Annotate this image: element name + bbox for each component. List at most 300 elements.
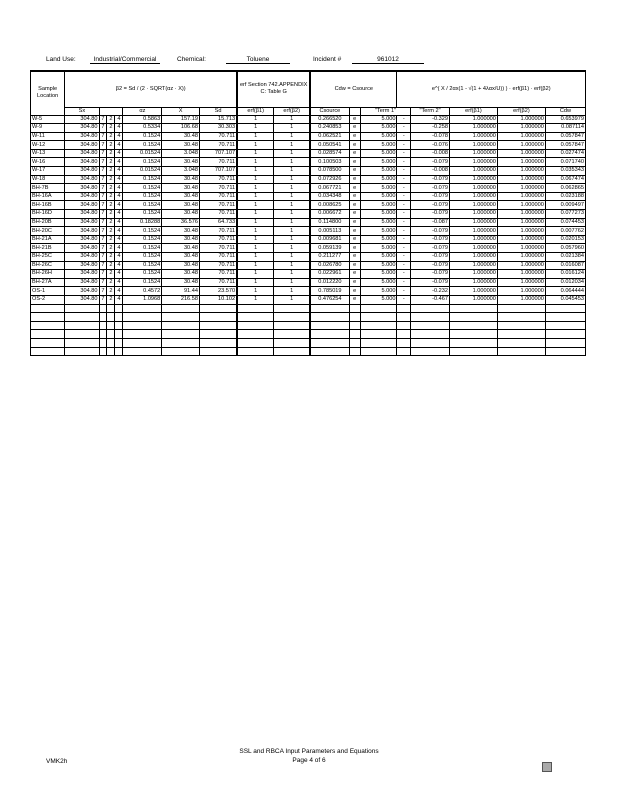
table-cell: W-13 <box>31 149 65 158</box>
table-cell: 0.1524 <box>123 261 162 270</box>
cdw-formula-header: Cdw = Csource <box>310 71 397 107</box>
table-cell: 0.211277 <box>310 253 349 262</box>
table-cell: 304.80 <box>65 253 99 262</box>
table-cell: 1.000000 <box>449 235 497 244</box>
table-cell: -0.087 <box>411 218 450 227</box>
table-cell: -0.329 <box>411 115 450 124</box>
table-cell: 5.000 <box>360 244 397 253</box>
table-cell: 0.009497 <box>545 201 585 210</box>
table-cell: 1 <box>274 227 311 236</box>
table-cell: e <box>349 244 360 253</box>
table-cell: 304.80 <box>65 192 99 201</box>
table-cell: 70.711 <box>199 132 237 141</box>
table-cell: 70.711 <box>199 235 237 244</box>
table-cell: 30.48 <box>162 184 200 193</box>
table-cell: 1.000000 <box>497 141 545 150</box>
table-cell: e <box>349 270 360 279</box>
table-cell: 23.570 <box>199 287 237 296</box>
table-cell: 0.012220 <box>310 278 349 287</box>
table-cell: 1.000000 <box>497 149 545 158</box>
table-cell: e <box>349 210 360 219</box>
table-cell: 1.000000 <box>449 132 497 141</box>
table-cell: 30.48 <box>162 278 200 287</box>
table-cell: 5.000 <box>360 132 397 141</box>
table-cell: 5.000 <box>360 235 397 244</box>
table-cell: 1 <box>237 218 274 227</box>
table-cell: 4 <box>115 201 123 210</box>
table-cell: 4 <box>115 227 123 236</box>
table-cell: 0.062865 <box>545 184 585 193</box>
table-cell: 2 <box>107 287 115 296</box>
erf-beta1-header: erf(β1) <box>237 107 274 115</box>
table-cell: 1.000000 <box>449 295 497 304</box>
table-cell: W-16 <box>31 158 65 167</box>
table-row <box>31 201 586 210</box>
table-row <box>31 184 586 193</box>
table-cell: BH-27A <box>31 278 65 287</box>
table-cell: 30.48 <box>162 132 200 141</box>
table-cell: 4 <box>115 184 123 193</box>
table-cell: -0.008 <box>411 167 450 176</box>
table-row <box>31 167 586 176</box>
table-cell: 70.711 <box>199 244 237 253</box>
table-cell: 7 <box>99 149 107 158</box>
table-cell: 1.000000 <box>497 175 545 184</box>
table-cell: 7 <box>99 278 107 287</box>
table-cell: - <box>397 201 411 210</box>
table-cell: 0.1524 <box>123 192 162 201</box>
table-cell: 7 <box>99 167 107 176</box>
table-cell: 1 <box>237 124 274 133</box>
table-cell: 304.80 <box>65 270 99 279</box>
table-cell: 70.711 <box>199 201 237 210</box>
table-cell: e <box>349 278 360 287</box>
table-cell: -0.079 <box>411 278 450 287</box>
table-cell: 5.000 <box>360 158 397 167</box>
table-cell: W-9 <box>31 124 65 133</box>
table-cell: - <box>397 124 411 133</box>
table-cell: e <box>349 115 360 124</box>
table-cell: 0.653979 <box>545 115 585 124</box>
table-cell: 0.074453 <box>545 218 585 227</box>
table-cell: 0.050541 <box>310 141 349 150</box>
table-cell: W-12 <box>31 141 65 150</box>
table-cell: 5.000 <box>360 261 397 270</box>
table-cell: 1.000000 <box>449 287 497 296</box>
table-cell: 2 <box>107 115 115 124</box>
table-cell: 1 <box>274 124 311 133</box>
table-cell: 30.48 <box>162 210 200 219</box>
table-row <box>31 210 586 219</box>
table-cell: 1.000000 <box>497 192 545 201</box>
table-cell: 0.1524 <box>123 253 162 262</box>
table-cell: 4 <box>115 149 123 158</box>
table-cell: BH-20B <box>31 218 65 227</box>
beta2-formula-header: β2 = Sd / (2 · SQRT(αz · X)) <box>65 71 237 107</box>
table-cell: 5.000 <box>360 141 397 150</box>
table-cell: 7 <box>99 124 107 133</box>
table-row <box>31 261 586 270</box>
table-cell: 4 <box>115 210 123 219</box>
table-cell: 0.020153 <box>545 235 585 244</box>
table-cell: 1.000000 <box>449 244 497 253</box>
table-cell: 0.064444 <box>545 287 585 296</box>
table-cell: 0.023188 <box>545 192 585 201</box>
table-cell: 0.067721 <box>310 184 349 193</box>
table-cell: -0.079 <box>411 210 450 219</box>
table-cell: 1 <box>274 149 311 158</box>
table-cell: 1 <box>237 253 274 262</box>
table-cell: 304.80 <box>65 261 99 270</box>
table-cell: 0.027474 <box>545 149 585 158</box>
table-cell: 1.000000 <box>497 227 545 236</box>
table-cell: BH-20C <box>31 227 65 236</box>
table-cell: 0.5334 <box>123 124 162 133</box>
table-cell: 2 <box>107 227 115 236</box>
table-cell: 30.48 <box>162 158 200 167</box>
table-cell: 2 <box>107 124 115 133</box>
table-cell: W-17 <box>31 167 65 176</box>
table-cell: 30.303 <box>199 124 237 133</box>
table-cell: 1 <box>237 235 274 244</box>
table-cell: - <box>397 115 411 124</box>
table-cell: 5.000 <box>360 218 397 227</box>
table-cell: e <box>349 201 360 210</box>
table-cell: 2 <box>107 141 115 150</box>
table-cell: 1 <box>237 175 274 184</box>
table-cell: -0.079 <box>411 201 450 210</box>
table-cell: 0.045453 <box>545 295 585 304</box>
sx-header: Sx <box>65 107 99 115</box>
table-cell: 707.107 <box>199 167 237 176</box>
table-cell: 4 <box>115 124 123 133</box>
table-cell: -0.078 <box>411 132 450 141</box>
table-cell: 1 <box>237 149 274 158</box>
table-cell: 304.80 <box>65 244 99 253</box>
table-cell: 1.000000 <box>449 253 497 262</box>
table-cell: 0.1524 <box>123 270 162 279</box>
table-cell: 1.000000 <box>497 115 545 124</box>
table-cell: 2 <box>107 149 115 158</box>
table-cell: 7 <box>99 115 107 124</box>
table-cell: 0.008625 <box>310 201 349 210</box>
table-cell: 0.1524 <box>123 141 162 150</box>
table-cell: W-18 <box>31 175 65 184</box>
table-cell: 30.48 <box>162 141 200 150</box>
csource-header: Csource <box>310 107 349 115</box>
empty-row <box>31 304 586 313</box>
table-cell: 64.733 <box>199 218 237 227</box>
table-cell: 1 <box>237 167 274 176</box>
table-cell: 2 <box>107 244 115 253</box>
table-cell: 0.4572 <box>123 287 162 296</box>
table-cell: - <box>397 244 411 253</box>
table-cell: 70.711 <box>199 192 237 201</box>
sd-header: Sd <box>199 107 237 115</box>
table-cell: 0.005113 <box>310 227 349 236</box>
table-cell: BH-25C <box>31 253 65 262</box>
table-cell: 1.000000 <box>497 132 545 141</box>
table-cell: 1 <box>274 235 311 244</box>
table-cell: W-11 <box>31 132 65 141</box>
table-cell: 304.80 <box>65 201 99 210</box>
table-cell: 1 <box>237 287 274 296</box>
table-cell: - <box>397 158 411 167</box>
table-body <box>31 115 586 356</box>
table-cell: 30.48 <box>162 253 200 262</box>
table-cell: 7 <box>99 201 107 210</box>
erf-beta1b-header: erf(β1) <box>449 107 497 115</box>
erf-beta2b-header: erf(β2) <box>497 107 545 115</box>
empty-row <box>31 347 586 356</box>
table-cell: 1.000000 <box>449 261 497 270</box>
table-cell: 0.057960 <box>545 244 585 253</box>
table-cell: 1.000000 <box>449 175 497 184</box>
table-cell: 5.000 <box>360 115 397 124</box>
table-cell: 2 <box>107 167 115 176</box>
table-row <box>31 287 586 296</box>
table-cell: BH-16A <box>31 192 65 201</box>
table-cell: 2 <box>107 210 115 219</box>
table-cell: 2 <box>107 132 115 141</box>
table-cell: 1.000000 <box>497 295 545 304</box>
empty-row <box>31 330 586 339</box>
table-row <box>31 115 586 124</box>
table-cell: 70.711 <box>199 253 237 262</box>
table-cell: 304.80 <box>65 210 99 219</box>
table-cell: 0.18288 <box>123 218 162 227</box>
table-cell: 157.19 <box>162 115 200 124</box>
table-cell: 1.000000 <box>497 158 545 167</box>
table-cell: 0.266520 <box>310 115 349 124</box>
chemical-value: Toluene <box>226 56 290 64</box>
table-cell: 0.1524 <box>123 132 162 141</box>
table-cell: 5.000 <box>360 192 397 201</box>
erf-beta2-header: erf(β2) <box>274 107 311 115</box>
table-cell: 0.01524 <box>123 149 162 158</box>
table-cell: 0.240853 <box>310 124 349 133</box>
empty-row <box>31 313 586 322</box>
table-cell: 5.000 <box>360 210 397 219</box>
table-cell: 1 <box>274 261 311 270</box>
table-cell: 0.5863 <box>123 115 162 124</box>
term1-header: "Term 1" <box>360 107 410 115</box>
table-cell: 304.80 <box>65 149 99 158</box>
table-cell: 5.000 <box>360 201 397 210</box>
table-cell: 7 <box>99 158 107 167</box>
table-cell: 2 <box>107 278 115 287</box>
table-cell: 0.007762 <box>545 227 585 236</box>
table-cell: 1.000000 <box>449 158 497 167</box>
table-cell: 216.58 <box>162 295 200 304</box>
table-cell: e <box>349 167 360 176</box>
table-cell: BH-21B <box>31 244 65 253</box>
table-cell: 0.016124 <box>545 270 585 279</box>
table-cell: 5.000 <box>360 149 397 158</box>
footer-code: VMK2h <box>46 758 68 765</box>
table-cell: 70.711 <box>199 184 237 193</box>
table-cell: 0.022961 <box>310 270 349 279</box>
table-cell: 304.80 <box>65 141 99 150</box>
chemical-label: Chemical: <box>177 56 206 63</box>
table-cell: 1 <box>274 175 311 184</box>
table-row <box>31 253 586 262</box>
table-cell: -0.232 <box>411 287 450 296</box>
table-cell: 4 <box>115 132 123 141</box>
table-cell: - <box>397 235 411 244</box>
table-row <box>31 244 586 253</box>
table-cell: 0.114800 <box>310 218 349 227</box>
table-cell: 5.000 <box>360 278 397 287</box>
table-cell: 0.1524 <box>123 227 162 236</box>
table-cell: -0.079 <box>411 244 450 253</box>
table-cell: 1.000000 <box>497 287 545 296</box>
table-cell: e <box>349 132 360 141</box>
table-cell: 0.057847 <box>545 132 585 141</box>
table-cell: - <box>397 192 411 201</box>
table-cell: 304.80 <box>65 115 99 124</box>
table-cell: -0.079 <box>411 261 450 270</box>
document-header <box>0 56 618 68</box>
table-cell: BH-26C <box>31 261 65 270</box>
table-cell: 304.80 <box>65 184 99 193</box>
exp-term-header: e^( X / 2αx(1 - √(1 + 4λαx/U)) ) · erf(β1) · erf(β2) <box>397 71 586 107</box>
table-cell: 0.012034 <box>545 278 585 287</box>
table-cell: -0.079 <box>411 184 450 193</box>
table-cell: - <box>397 270 411 279</box>
table-cell: 1.000000 <box>497 261 545 270</box>
table-cell: -0.079 <box>411 227 450 236</box>
table-cell: 1 <box>274 270 311 279</box>
table-cell: 0.028574 <box>310 149 349 158</box>
table-cell: e <box>349 158 360 167</box>
table-cell: 0.1524 <box>123 210 162 219</box>
table-cell: 1 <box>274 158 311 167</box>
table-cell: 0.072926 <box>310 175 349 184</box>
table-row <box>31 235 586 244</box>
table-cell: 7 <box>99 261 107 270</box>
table-row <box>31 158 586 167</box>
table-cell: 1.000000 <box>449 192 497 201</box>
footer-page-number: Page 4 of 6 <box>292 757 326 764</box>
table-cell: 0.1524 <box>123 175 162 184</box>
table-cell: 1 <box>274 167 311 176</box>
table-cell: e <box>349 175 360 184</box>
x-header: X <box>162 107 200 115</box>
table-row <box>31 141 586 150</box>
table-cell: 7 <box>99 253 107 262</box>
table-cell: 1 <box>237 270 274 279</box>
table-cell: 304.80 <box>65 175 99 184</box>
table-cell: 304.80 <box>65 124 99 133</box>
table-cell: 0.034348 <box>310 192 349 201</box>
table-cell: 0.057847 <box>545 141 585 150</box>
table-cell: 7 <box>99 218 107 227</box>
table-row <box>31 192 586 201</box>
table-cell: - <box>397 295 411 304</box>
table-cell: 0.035343 <box>545 167 585 176</box>
table-cell: 1 <box>237 141 274 150</box>
table-cell: 1 <box>237 244 274 253</box>
table-cell: 70.711 <box>199 158 237 167</box>
table-cell: 4 <box>115 175 123 184</box>
table-cell: 1.000000 <box>449 201 497 210</box>
table-cell: 1 <box>237 201 274 210</box>
table-cell: - <box>397 227 411 236</box>
table-cell: 2 <box>107 201 115 210</box>
table-cell: 1 <box>274 141 311 150</box>
table-cell: 30.48 <box>162 175 200 184</box>
table-cell: 5.000 <box>360 175 397 184</box>
table-row <box>31 227 586 236</box>
table-cell: 2 <box>107 218 115 227</box>
table-cell: 304.80 <box>65 218 99 227</box>
table-cell: 1 <box>274 115 311 124</box>
table-cell: 1 <box>274 184 311 193</box>
table-cell: 0.476254 <box>310 295 349 304</box>
table-cell: 7 <box>99 270 107 279</box>
table-cell: 30.48 <box>162 261 200 270</box>
table-cell: 0.01524 <box>123 167 162 176</box>
table-cell: 1 <box>237 158 274 167</box>
table-cell: 2 <box>107 295 115 304</box>
table-cell: 30.48 <box>162 235 200 244</box>
table-cell: 70.711 <box>199 261 237 270</box>
table-cell: - <box>397 287 411 296</box>
table-cell: -0.258 <box>411 124 450 133</box>
table-cell: 4 <box>115 235 123 244</box>
table-cell: - <box>397 132 411 141</box>
table-cell: e <box>349 192 360 201</box>
table-cell: BH-21A <box>31 235 65 244</box>
table-cell: 4 <box>115 218 123 227</box>
table-cell: 304.80 <box>65 158 99 167</box>
table-cell: 106.68 <box>162 124 200 133</box>
table-cell: 30.48 <box>162 227 200 236</box>
table-cell: BH-26H <box>31 270 65 279</box>
table-cell: 7 <box>99 295 107 304</box>
table-cell: 91.44 <box>162 287 200 296</box>
table-cell: 30.48 <box>162 244 200 253</box>
table-cell: 1.000000 <box>497 167 545 176</box>
table-row <box>31 124 586 133</box>
table-cell: 1.000000 <box>449 227 497 236</box>
table-cell: 1.000000 <box>449 218 497 227</box>
table-cell: 304.80 <box>65 132 99 141</box>
table-cell: e <box>349 149 360 158</box>
table-cell: 4 <box>115 253 123 262</box>
table-cell: 4 <box>115 287 123 296</box>
table-cell: 4 <box>115 270 123 279</box>
table-cell: 1.000000 <box>449 115 497 124</box>
table-cell: 4 <box>115 244 123 253</box>
table-cell: OS-2 <box>31 295 65 304</box>
table-cell: 0.1524 <box>123 201 162 210</box>
table-cell: - <box>397 175 411 184</box>
table-cell: 0.009681 <box>310 235 349 244</box>
table-cell: 304.80 <box>65 167 99 176</box>
table-cell: 1.000000 <box>497 210 545 219</box>
table-cell: - <box>397 261 411 270</box>
table-cell: e <box>349 287 360 296</box>
table-cell: 1.000000 <box>497 244 545 253</box>
table-cell: 1 <box>237 227 274 236</box>
table-cell: - <box>397 141 411 150</box>
table-cell: 1.000000 <box>449 278 497 287</box>
table-cell: e <box>349 218 360 227</box>
table-cell: 0.1524 <box>123 184 162 193</box>
table-cell: 1.000000 <box>449 184 497 193</box>
